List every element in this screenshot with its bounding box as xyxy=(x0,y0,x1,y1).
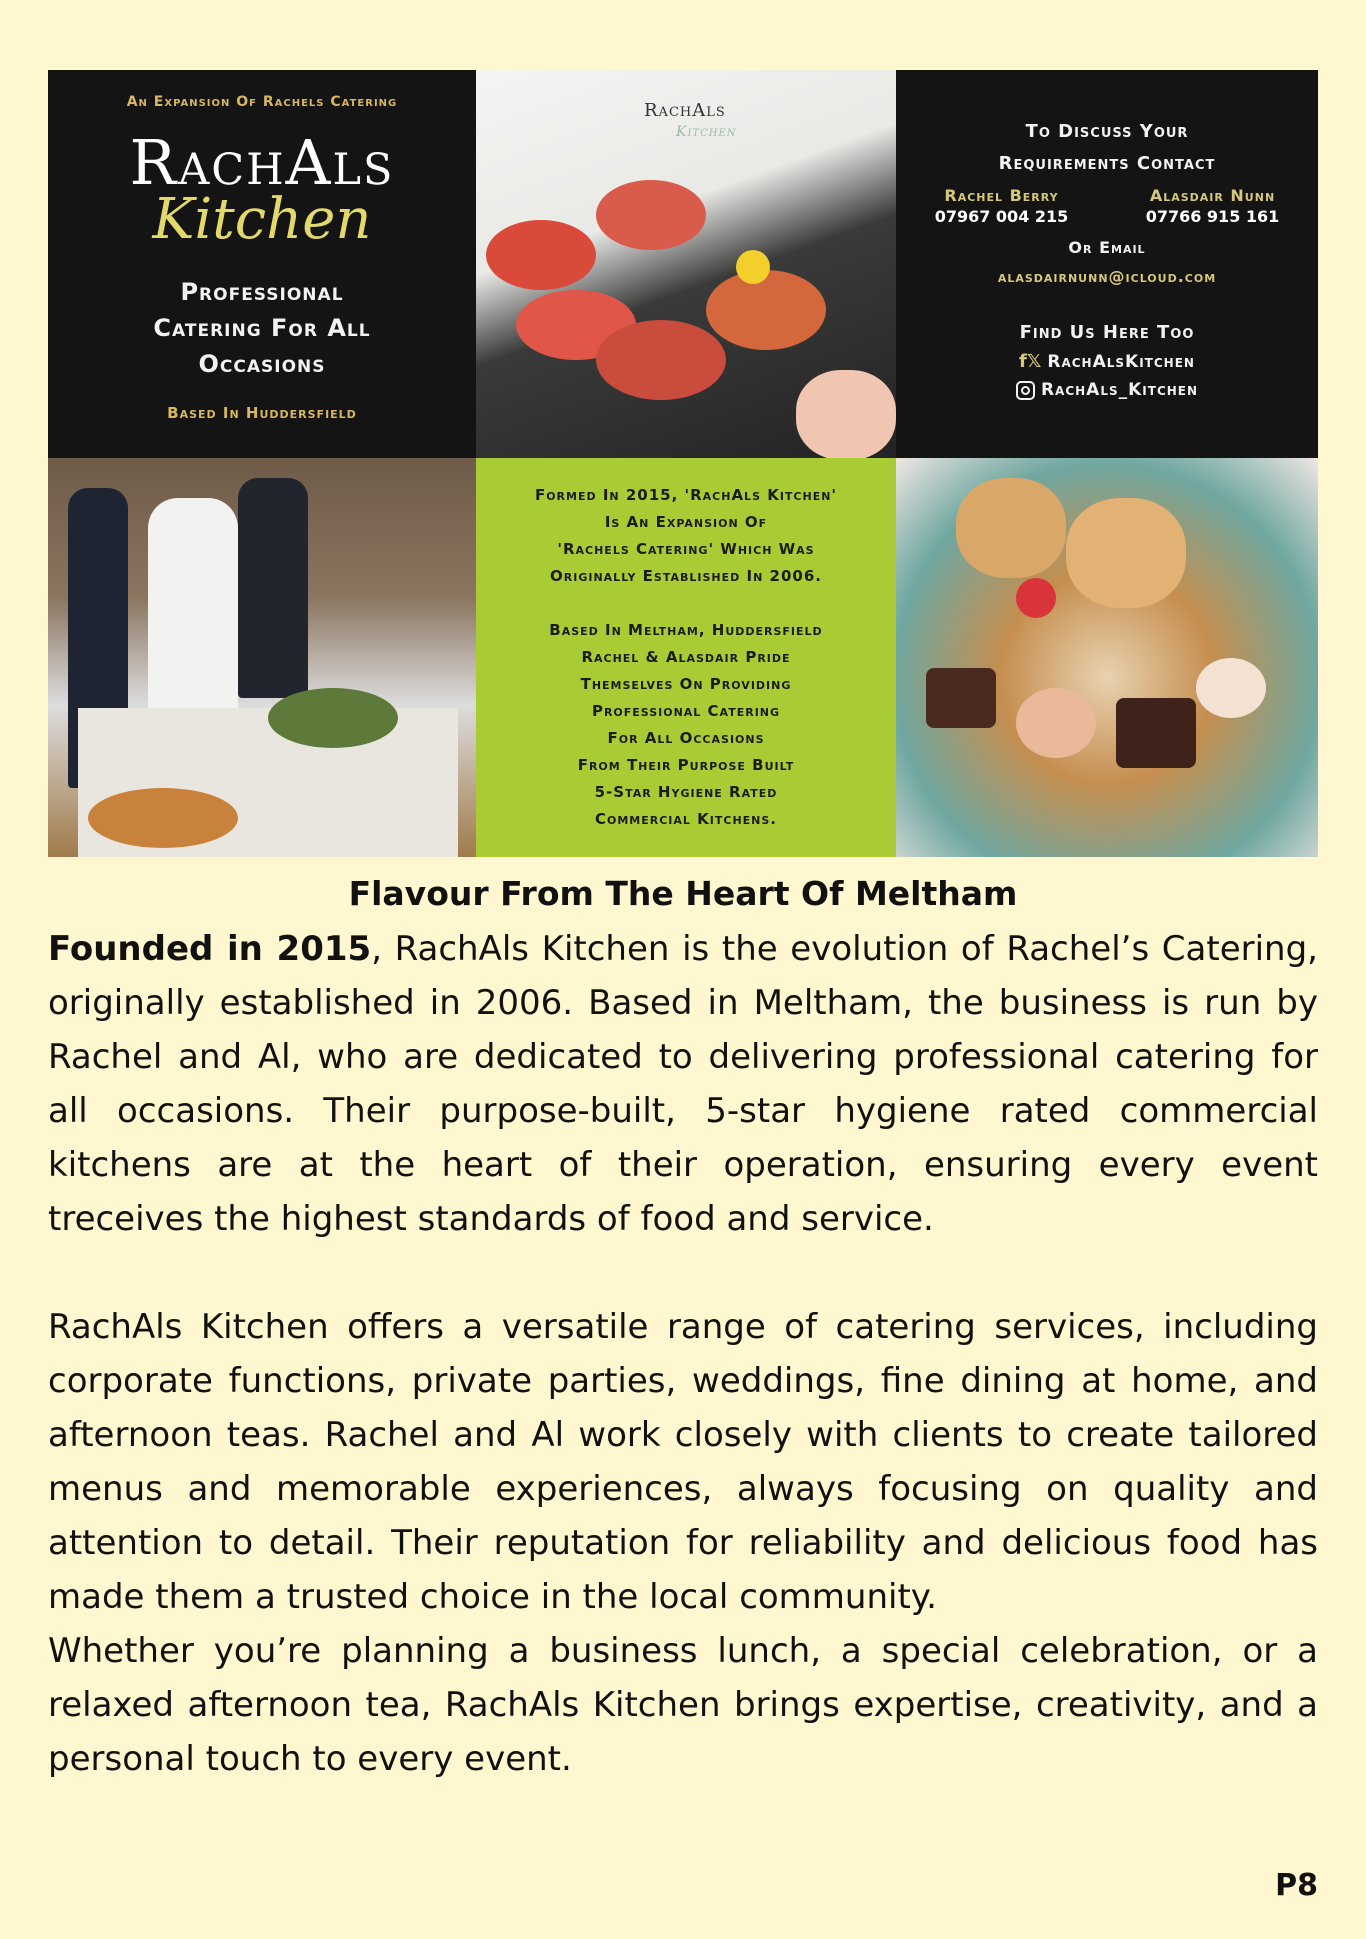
info-line: 'Rachels Catering' Which Was xyxy=(557,540,815,558)
contact-name: Alasdair Nunn xyxy=(1149,186,1276,205)
info-line: 5-Star Hygiene Rated xyxy=(594,783,778,801)
canape-shape xyxy=(706,270,826,350)
based-in: Based In Huddersfield xyxy=(167,404,357,422)
article-body xyxy=(48,922,1318,1786)
info-paragraph xyxy=(476,482,896,590)
groom-figure xyxy=(238,478,308,698)
tagline-line: Catering For All xyxy=(153,314,371,342)
cupcake-shape xyxy=(1016,688,1096,758)
contact-intro xyxy=(896,116,1318,180)
contact-rachel xyxy=(935,186,1069,226)
scone-shape xyxy=(956,478,1066,578)
canape-shape xyxy=(596,320,726,400)
article-heading: Flavour From The Heart Of Meltham xyxy=(348,874,1018,913)
brownie-shape xyxy=(926,668,996,728)
apron-brand: RachAls xyxy=(644,100,726,121)
canapes-photo xyxy=(476,70,896,458)
instagram-icon xyxy=(1016,381,1035,400)
social-facebook-x[interactable] xyxy=(896,351,1318,372)
contact-intro-line: Requirements Contact xyxy=(998,153,1216,174)
info-line: Professional Catering xyxy=(591,702,781,720)
info-line: For All Occasions xyxy=(607,729,765,747)
logo-panel xyxy=(48,70,476,458)
contact-phone[interactable]: 07967 004 215 xyxy=(934,207,1069,226)
wedding-buffet-photo xyxy=(48,458,476,857)
info-panel xyxy=(476,458,896,857)
scone-shape xyxy=(1066,498,1186,608)
contact-phone[interactable]: 07766 915 161 xyxy=(1145,207,1280,226)
canape-shape xyxy=(596,180,706,250)
cake-shape xyxy=(1196,658,1266,718)
social-handle: RachAls_Kitchen xyxy=(1040,380,1199,400)
find-us: Find Us Here Too xyxy=(1019,322,1195,343)
article-text: , RachAls Kitchen is the evolution of Rachel’s Catering, originally established in 2006. Based in Meltham, the business is run by Rachel and Al, who are dedicated to delivering professional catering for all occasions. Their purpose-built, 5-star hygiene rated commercial kitchens are at the heart of their operation, ensuring every event treceives the highest standards of food and service. xyxy=(48,929,1318,1239)
info-line: From Their Purpose Built xyxy=(577,756,795,774)
contacts xyxy=(896,186,1318,226)
info-line: Formed In 2015, 'RachAls Kitchen' xyxy=(534,486,838,504)
contact-alasdair xyxy=(1146,186,1280,226)
brand-name: RachAls xyxy=(129,126,395,199)
advert-banner xyxy=(48,70,1318,857)
contact-panel xyxy=(896,70,1318,458)
contact-name: Rachel Berry xyxy=(944,186,1059,205)
facebook-x-icon: f𝕏 xyxy=(1019,351,1042,372)
info-line: Themselves On Providing xyxy=(580,675,792,693)
info-line: Rachel & Alasdair Pride xyxy=(581,648,791,666)
flower-shape xyxy=(736,250,770,284)
expansion-line: An Expansion Of Rachels Catering xyxy=(126,94,398,110)
info-line: Based In Meltham, Huddersfield xyxy=(549,621,823,639)
email-link[interactable]: alasdairnunn@icloud.com xyxy=(997,267,1217,286)
social-handle: RachAlsKitchen xyxy=(1047,351,1195,372)
apron-script: Kitchen xyxy=(676,124,737,140)
social-instagram[interactable] xyxy=(896,380,1318,400)
food-platter xyxy=(88,788,238,848)
article-lead: Founded in 2015 xyxy=(48,929,372,969)
info-line: Originally Established In 2006. xyxy=(550,567,822,585)
salad-bowl xyxy=(268,688,398,748)
article-paragraph xyxy=(48,922,1318,1246)
info-paragraph xyxy=(476,617,896,833)
tagline-line: Occasions xyxy=(198,350,326,378)
page-number: P8 xyxy=(1275,1868,1318,1903)
hand-shape xyxy=(796,370,896,458)
tagline xyxy=(48,274,476,382)
article-paragraph: RachAls Kitchen offers a versatile range of catering services, including corporate functions, private parties, weddings, fine dining at home, and afternoon teas. Rachel and Al work closely with clients to create tailored menus and memorable experiences, always focusing on quality and attention to detail. Their reputation for reliability and delicious food has made them a trusted choice in the local community. xyxy=(48,1307,1318,1617)
canape-shape xyxy=(486,220,596,290)
info-line: Is An Expansion Of xyxy=(604,513,768,531)
brand-script: Kitchen xyxy=(152,187,372,252)
info-line: Commercial Kitchens. xyxy=(595,810,777,828)
afternoon-tea-photo xyxy=(896,458,1318,857)
contact-intro-line: To Discuss Your xyxy=(1025,121,1189,142)
article-paragraph: Whether you’re planning a business lunch, a special celebration, or a relaxed afternoon tea, RachAls Kitchen brings expertise, creativity, and a personal touch to every event. xyxy=(48,1631,1318,1779)
strawberry-shape xyxy=(1016,578,1056,618)
or-email: Or Email xyxy=(1068,238,1146,257)
brownie-shape xyxy=(1116,698,1196,768)
tagline-line: Professional xyxy=(180,278,344,306)
